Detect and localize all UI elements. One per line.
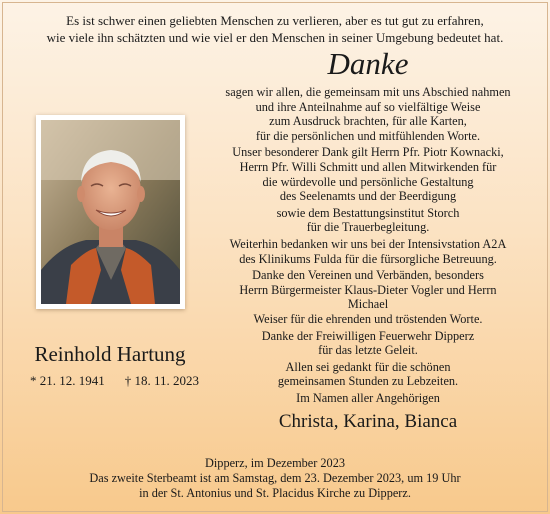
text-line: und ihre Anteilnahme auf so vielfältige Weise bbox=[255, 99, 481, 114]
birth-date: * 21. 12. 1941 bbox=[30, 373, 105, 388]
text-line: Danke der Freiwilligen Feuerwehr Dipperz bbox=[261, 328, 475, 343]
thanks-paragraph bbox=[218, 206, 518, 235]
portrait-photo bbox=[36, 115, 185, 309]
footer-text bbox=[0, 456, 550, 501]
death-date: † 18. 11. 2023 bbox=[124, 373, 200, 388]
danke-heading: Danke bbox=[327, 46, 409, 81]
intro-line: Es ist schwer einen geliebten Menschen zu verlieren, aber es tut gut zu erfahren, bbox=[66, 13, 484, 28]
deceased-name: Reinhold Hartung bbox=[34, 342, 186, 366]
footer-line: Dipperz, im Dezember 2023 bbox=[205, 456, 345, 470]
intro-text bbox=[0, 12, 550, 46]
portrait-image bbox=[41, 120, 180, 304]
thanks-paragraph bbox=[218, 85, 518, 143]
text-line: die würdevolle und persönliche Gestaltung bbox=[262, 174, 474, 189]
text-line: Herrn Pfr. Willi Schmitt und allen Mitwirkenden für bbox=[239, 159, 497, 174]
text-line: Weiser für die ehrenden und tröstenden Worte. bbox=[253, 311, 483, 326]
text-line: zum Ausdruck brachten, für alle Karten, bbox=[269, 114, 467, 129]
text-line: für die Trauerbegleitung. bbox=[306, 220, 430, 235]
text-line: Unser besonderer Dank gilt Herrn Pfr. Piotr Kownacki, bbox=[232, 145, 504, 160]
life-dates bbox=[30, 373, 210, 389]
text-line: sagen wir allen, die gemeinsam mit uns Abschied nahmen bbox=[225, 85, 511, 99]
footer-line: in der St. Antonius und St. Placidus Kirche zu Dipperz. bbox=[139, 486, 411, 500]
footer-line: Das zweite Sterbeamt ist am Samstag, dem 23. Dezember 2023, um 19 Uhr bbox=[89, 471, 461, 485]
text-line: für das letzte Geleit. bbox=[318, 343, 418, 358]
text-line: Allen sei gedankt für die schönen bbox=[285, 359, 451, 374]
text-line: Danke den Vereinen und Verbänden, besonders bbox=[252, 268, 484, 283]
signature-intro: Im Namen aller Angehörigen bbox=[296, 391, 440, 405]
text-line: sowie dem Bestattungsinstitut Storch bbox=[276, 205, 460, 220]
text-line: für die persönlichen und mitfühlenden Worte. bbox=[255, 128, 481, 143]
thanks-body bbox=[218, 85, 518, 391]
text-line: des Klinikums Fulda für die fürsorgliche Betreuung. bbox=[239, 251, 497, 266]
intro-line: wie viele ihn schätzten und wie viel er den Menschen in seiner Umgebung bedeutet hat. bbox=[46, 30, 504, 45]
text-line: Weiterhin bedanken wir uns bei der Intensivstation A2A bbox=[229, 236, 507, 251]
thanks-paragraph bbox=[218, 145, 518, 203]
thanks-paragraph bbox=[218, 360, 518, 389]
thanks-paragraph bbox=[218, 268, 518, 326]
text-line: Herrn Bürgermeister Klaus-Dieter Vogler und Herrn Michael bbox=[239, 282, 497, 312]
thanks-paragraph bbox=[218, 237, 518, 266]
family-names: Christa, Karina, Bianca bbox=[278, 411, 458, 432]
text-line: gemeinsamen Stunden zu Lebzeiten. bbox=[277, 374, 459, 389]
text-line: des Seelenamts und der Beerdigung bbox=[279, 189, 457, 204]
thanks-paragraph bbox=[218, 329, 518, 358]
